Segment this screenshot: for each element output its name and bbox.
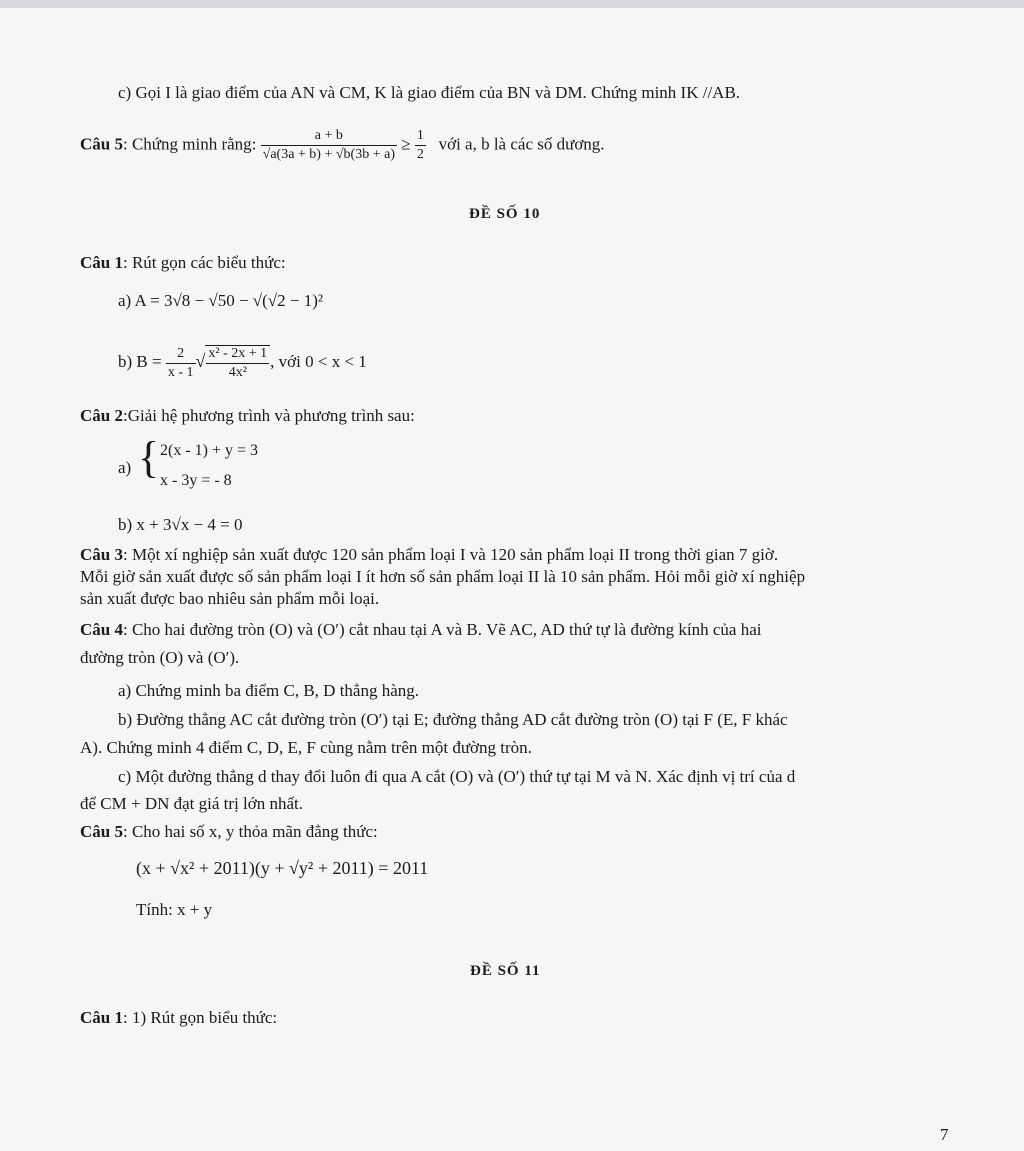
fraction-denominator: x - 1	[167, 364, 194, 380]
system-brace: {	[138, 433, 160, 482]
question-5	[80, 822, 378, 842]
question-label: Câu 1	[80, 253, 123, 272]
condition-text: với a, b là các số dương.	[438, 134, 605, 154]
question-text: : Cho hai số x, y thỏa mãn đẳng thức:	[122, 822, 378, 841]
question-text: : Một xí nghiệp sản xuất được 120 sản phẩm loại I và 120 sản phẩm loại II trong thời gian 7 giờ.	[122, 545, 779, 564]
question-label: Câu 5	[80, 134, 123, 154]
geq-sign: ≥	[401, 134, 411, 154]
system-equation-1: 2(x - 1) + y = 3	[160, 442, 259, 459]
question-2a-label: a)	[118, 458, 132, 477]
question-1b	[118, 345, 367, 381]
question-2	[80, 406, 415, 426]
question-text: : Rút gọn các biểu thức:	[122, 253, 286, 272]
question-4b-line-2: A). Chứng minh 4 điểm C, D, E, F cùng nằm trên một đường tròn.	[80, 738, 532, 757]
top-edge	[0, 0, 1024, 8]
question-label: Câu 3	[80, 545, 123, 564]
question-1a: a) A = 3√8 − √50 − √(√2 − 1)²	[118, 291, 323, 310]
heading-de-so-10: ĐỀ SỐ 10	[469, 206, 541, 222]
question-3-line-3: sản xuất được bao nhiêu sản phẩm mỗi loại.	[80, 589, 380, 608]
question-text: : Cho hai đường tròn (O) và (O′) cắt nhau tại A và B. Vẽ AC, AD thứ tự là đường kính của hai	[122, 620, 762, 639]
radicand-numerator: x² - 2x + 1	[206, 346, 269, 364]
question-text: :Giải hệ phương trình và phương trình sau:	[122, 406, 415, 425]
page-number: 7	[940, 1125, 949, 1144]
fraction-numerator: a + b	[261, 128, 397, 146]
question-1	[80, 253, 286, 273]
condition-text: , với 0 < x < 1	[270, 351, 367, 371]
half-denominator: 2	[416, 147, 424, 162]
heading-de-so-11: ĐỀ SỐ 11	[470, 963, 541, 979]
question-text: : 1) Rút gọn biểu thức:	[122, 1008, 278, 1027]
radical-sign: √	[195, 350, 206, 371]
question-label: Câu 5	[80, 822, 123, 841]
next-question-1	[80, 1008, 277, 1028]
fraction	[166, 346, 196, 381]
question-4-line-1	[80, 620, 762, 640]
question-5-equation: (x + √x² + 2011)(y + √y² + 2011) = 2011	[136, 858, 429, 878]
question-label: Câu 4	[80, 620, 123, 639]
fraction-denominator: √a(3a + b) + √b(3b + a)	[262, 147, 395, 162]
question-3-line-2: Mỗi giờ sản xuất được số sản phẩm loại I ít hơn số sản phẩm loại II là 10 sản phẩm. Hỏi mỗi giờ xí nghiệp	[80, 567, 806, 586]
question-text: : Chứng minh rằng:	[122, 134, 257, 154]
question-3-line-1	[80, 545, 778, 565]
question-4c-line-2: để CM + DN đạt giá trị lớn nhất.	[80, 794, 304, 813]
expression-lead: b) B =	[118, 351, 162, 371]
question-5-compute: Tính: x + y	[136, 900, 213, 919]
question-4b-line-1: b) Đường thẳng AC cắt đường tròn (O′) tại E; đường thẳng AD cắt đường tròn (O) tại F (E, F khác	[118, 710, 788, 729]
radicand-denominator: 4x²	[228, 365, 247, 380]
question-5-previous	[80, 128, 605, 163]
document-page	[0, 8, 1024, 1151]
question-label: Câu 2	[80, 406, 123, 425]
question-2b: b) x + 3√x − 4 = 0	[118, 515, 243, 534]
fraction	[261, 128, 397, 163]
question-4-line-2: đường tròn (O) và (O′).	[80, 648, 240, 667]
fraction-numerator: 2	[166, 346, 196, 364]
radicand-fraction	[205, 345, 270, 381]
question-c-previous: c) Gọi I là giao điểm của AN và CM, K là giao điểm của BN và DM. Chứng minh IK //AB.	[118, 83, 741, 102]
half-numerator: 1	[415, 128, 426, 146]
system-equation-2: x - 3y = - 8	[160, 472, 232, 489]
question-4c-line-1: c) Một đường thẳng d thay đổi luôn đi qua A cắt (O) và (O′) thứ tự tại M và N. Xác định vị trí của d	[118, 767, 796, 786]
question-4a: a) Chứng minh ba điểm C, B, D thẳng hàng.	[118, 681, 420, 700]
half-fraction	[415, 128, 426, 163]
question-label: Câu 1	[80, 1008, 123, 1027]
